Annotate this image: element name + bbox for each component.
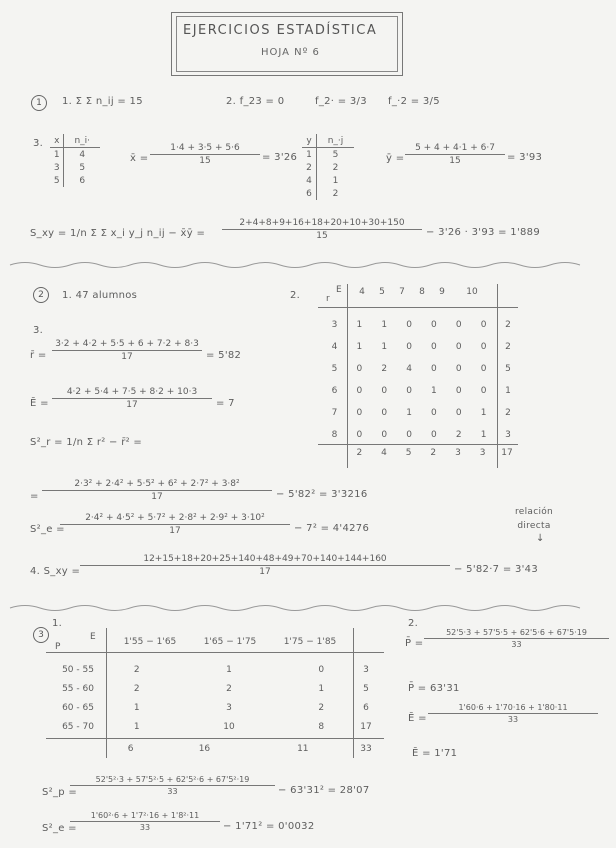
col-header: 4 xyxy=(359,287,365,297)
table-cell: 8 xyxy=(318,721,325,732)
sr2-denominator: 17 xyxy=(151,492,163,502)
n-value: 2 xyxy=(332,188,339,199)
table-cell: 0 xyxy=(356,386,363,396)
relation-note: relación directa xyxy=(514,507,554,531)
ex2-sxy-numerator: 12+15+18+20+25+140+48+49+70+140+144+160 xyxy=(143,554,387,564)
grand-total: 17 xyxy=(501,448,513,458)
ex1-x-table xyxy=(50,134,100,187)
row-total: 1 xyxy=(505,386,511,396)
n-header: n_i· xyxy=(64,134,100,148)
col-header: 8 xyxy=(419,287,425,297)
row-total: 2 xyxy=(505,320,511,330)
row-total: 5 xyxy=(363,683,369,694)
col-total: 3 xyxy=(479,448,486,458)
table-cell: 2 xyxy=(133,664,140,675)
col-total: 2 xyxy=(430,448,437,458)
col-header: 1'75 − 1'85 xyxy=(283,637,337,647)
table-cell: 1 xyxy=(356,342,363,352)
ex2-sxy-result: − 5'82·7 = 3'43 xyxy=(454,564,539,575)
ex1-part3-label: 3. xyxy=(33,138,44,149)
n-header: n_·j xyxy=(317,134,354,148)
table-cell: 1 xyxy=(133,702,140,713)
r-mean-denominator: 17 xyxy=(121,352,133,362)
page-subtitle: HOJA Nº 6 xyxy=(261,47,320,58)
sp2-numerator: 52'5²·3 + 57'5²·5 + 62'5²·6 + 67'5²·19 xyxy=(95,775,250,784)
n-value: 4 xyxy=(79,149,86,160)
ex1-part3: f_2· = 3/3 xyxy=(315,96,367,107)
table-cell: 0 xyxy=(431,430,437,440)
table-cell: 0 xyxy=(381,430,388,440)
table-cell: 1 xyxy=(133,721,140,732)
ex2-sxy-fraction xyxy=(80,554,450,577)
y-mean-numerator: 5 + 4 + 4·1 + 6·7 xyxy=(415,143,495,153)
table-cell: 0 xyxy=(431,364,437,374)
table-cell: 1 xyxy=(226,664,232,675)
table-cell: 0 xyxy=(356,364,363,374)
row-label: 5 xyxy=(331,364,338,374)
e3-mean-symbol: Ē = xyxy=(408,713,427,724)
se2-symbol: S²_e = xyxy=(30,524,65,535)
table-cell: 1 xyxy=(356,320,363,330)
se2-denominator: 17 xyxy=(169,526,181,536)
n-value: 2 xyxy=(332,162,339,173)
sr2-numerator: 2·3² + 2·4² + 5·5² + 6² + 2·7² + 3·8² xyxy=(74,479,240,489)
table-cell: 0 xyxy=(431,342,437,352)
section-divider xyxy=(0,260,616,270)
ex2-part3-label: 3. xyxy=(33,325,44,336)
ex3-part1-label: 1. xyxy=(52,618,63,629)
y-value: 6 xyxy=(302,187,317,200)
table-cell: 0 xyxy=(455,386,462,396)
e3-mean-denominator: 33 xyxy=(507,715,519,724)
col-total: 16 xyxy=(198,744,211,754)
table-cell: 2 xyxy=(226,683,232,694)
table-cell: 1 xyxy=(480,408,487,418)
ex2-corner-r: r xyxy=(326,294,331,304)
ex2-part2-label: 2. xyxy=(290,290,301,301)
table-cell: 0 xyxy=(381,408,388,418)
r-mean-result: = 5'82 xyxy=(206,350,242,361)
x-value: 5 xyxy=(50,174,64,187)
ex2-corner-e: E xyxy=(336,285,342,295)
y-value: 2 xyxy=(302,161,317,174)
se3-denominator: 33 xyxy=(139,823,151,832)
y-mean-result: = 3'93 xyxy=(507,152,543,163)
sp2-fraction xyxy=(70,775,275,796)
ex3-part2-label: 2. xyxy=(408,618,419,629)
x-mean-result: = 3'26 xyxy=(262,152,298,163)
e3-mean-fraction xyxy=(428,703,598,724)
sp2-symbol: S²_p = xyxy=(42,787,78,798)
ex2-part4-label: 4. S_xy = xyxy=(30,566,81,577)
sr2-definition: S²_r = 1/n Σ r² − r̄² = xyxy=(30,437,143,448)
e-mean-numerator: 4·2 + 5·4 + 7·5 + 8·2 + 10·3 xyxy=(66,387,198,397)
col-total: 4 xyxy=(381,448,387,458)
row-label: 65 - 70 xyxy=(62,721,94,732)
grand-total: 33 xyxy=(360,744,372,754)
col-header: 9 xyxy=(439,287,445,297)
col-header: 5 xyxy=(379,287,385,297)
table-cell: 2 xyxy=(455,430,462,440)
table-cell: 0 xyxy=(356,430,363,440)
sp2-denominator: 33 xyxy=(167,787,178,796)
table-cell: 1 xyxy=(381,320,388,330)
table-cell: 0 xyxy=(356,408,363,418)
e-mean-denominator: 17 xyxy=(126,400,138,410)
table-cell: 1 xyxy=(318,683,325,694)
x-mean-fraction xyxy=(150,143,260,166)
table-cell: 0 xyxy=(455,342,462,352)
se2-result: − 7² = 4'4276 xyxy=(294,523,370,534)
e3-mean-numerator: 1'60·6 + 1'70·16 + 1'80·11 xyxy=(458,703,568,712)
sxy-lhs: S_xy = 1/n Σ Σ x_i y_j n_ij − x̄ȳ = xyxy=(30,228,206,239)
y-mean-denominator: 15 xyxy=(449,156,461,166)
table-cell: 0 xyxy=(480,364,487,374)
row-total: 5 xyxy=(505,364,511,374)
x-header: x xyxy=(50,134,64,148)
table-cell: 0 xyxy=(431,320,437,330)
col-total: 3 xyxy=(455,448,461,458)
table-cell: 0 xyxy=(406,320,412,330)
p-mean-symbol: P̄ = xyxy=(405,638,424,649)
table-cell: 0 xyxy=(480,320,487,330)
col-total: 11 xyxy=(297,744,309,754)
n-value: 6 xyxy=(79,175,86,186)
x-value: 3 xyxy=(50,161,64,174)
table-cell: 1 xyxy=(480,430,487,440)
n-value: 1 xyxy=(332,175,339,186)
ex3-col-totals xyxy=(106,744,380,754)
se2-numerator: 2·4² + 4·5² + 5·7² + 2·8² + 2·9² + 3·10² xyxy=(85,513,265,523)
y-mean-fraction xyxy=(405,143,505,166)
table-cell: 0 xyxy=(381,386,388,396)
se3-numerator: 1'60²·6 + 1'7²·16 + 1'8²·11 xyxy=(90,811,200,820)
table-cell: 10 xyxy=(223,721,235,732)
row-label: 6 xyxy=(331,386,338,396)
ex2-col-totals xyxy=(347,448,519,458)
table-cell: 2 xyxy=(381,364,388,374)
ex3-corner-e: E xyxy=(90,632,96,642)
table-cell: 0 xyxy=(480,386,487,396)
x-mean-symbol: x̄ = xyxy=(130,153,149,164)
table-cell: 1 xyxy=(406,408,412,418)
p-mean-fraction xyxy=(424,628,609,649)
y-header: y xyxy=(302,134,317,148)
x-mean-denominator: 15 xyxy=(199,156,211,166)
row-total: 2 xyxy=(505,408,511,418)
section-divider xyxy=(0,603,616,613)
e-mean-fraction xyxy=(52,387,212,410)
row-label: 4 xyxy=(331,342,338,352)
note-arrow-icon: ↓ xyxy=(536,533,545,544)
table-cell: 0 xyxy=(406,342,412,352)
row-label: 50 - 55 xyxy=(62,664,94,675)
e-mean-symbol: Ē = xyxy=(30,398,49,409)
table-cell: 4 xyxy=(406,364,412,374)
table-cell: 0 xyxy=(406,430,412,440)
table-cell: 0 xyxy=(406,386,412,396)
n-value: 5 xyxy=(332,149,339,160)
p-mean-numerator: 52'5·3 + 57'5·5 + 62'5·6 + 67'5·19 xyxy=(446,628,587,637)
table-cell: 2 xyxy=(318,702,325,713)
ex1-part1: 1. Σ Σ n_ij = 15 xyxy=(62,96,143,107)
ex3-table-hline-bottom xyxy=(46,738,384,739)
table-cell: 2 xyxy=(133,683,140,694)
table-cell: 1 xyxy=(381,342,388,352)
page-title: EJERCICIOS ESTADÍSTICA xyxy=(183,23,378,38)
row-label: 8 xyxy=(331,430,338,440)
col-header: 1'55 − 1'65 xyxy=(123,637,177,647)
se2-fraction xyxy=(60,513,290,536)
ex2-sxy-denominator: 17 xyxy=(259,567,271,577)
se3-symbol: S²_e = xyxy=(42,823,77,834)
r-mean-fraction xyxy=(52,339,202,362)
row-total: 2 xyxy=(505,342,511,352)
ex1-part4: f_·2 = 3/5 xyxy=(388,96,440,107)
e-mean-result: = 7 xyxy=(216,398,235,409)
table-cell: 0 xyxy=(455,408,462,418)
row-label: 3 xyxy=(331,320,338,330)
row-total: 3 xyxy=(363,664,369,675)
sxy-numerator: 2+4+8+9+16+18+20+10+30+150 xyxy=(239,218,405,228)
table-cell: 0 xyxy=(455,364,462,374)
ex3-col-headers xyxy=(110,637,350,647)
y-mean-symbol: ȳ = xyxy=(386,153,405,164)
row-total: 17 xyxy=(360,721,372,732)
table-cell: 1 xyxy=(431,386,437,396)
se3-result: − 1'71² = 0'0032 xyxy=(223,821,315,832)
exercise-1-number: 1 xyxy=(31,95,47,111)
sr2-fraction xyxy=(42,479,272,502)
col-total: 2 xyxy=(356,448,363,458)
col-header: 10 xyxy=(466,287,478,297)
ex3-table-hline-top xyxy=(46,652,384,653)
r-mean-numerator: 3·2 + 4·2 + 5·5 + 6 + 7·2 + 8·3 xyxy=(55,339,199,349)
x-mean-numerator: 1·4 + 3·5 + 5·6 xyxy=(170,143,240,153)
p-mean-denominator: 33 xyxy=(511,640,522,649)
se3-fraction xyxy=(70,811,220,832)
row-label: 60 - 65 xyxy=(62,702,94,713)
row-total: 6 xyxy=(363,702,369,713)
table-cell: 0 xyxy=(318,664,325,675)
row-label: 7 xyxy=(331,408,338,418)
y-value: 4 xyxy=(302,174,317,187)
table-cell: 3 xyxy=(226,702,232,713)
ex3-corner-p: P xyxy=(55,642,61,652)
n-value: 5 xyxy=(79,162,86,173)
exercise-3-number: 3 xyxy=(33,627,49,643)
exercise-2-number: 2 xyxy=(33,287,49,303)
sp2-result: − 63'31² = 28'07 xyxy=(278,785,370,796)
p-mean-result: P̄ = 63'31 xyxy=(408,683,460,694)
ex3-contingency-table xyxy=(50,660,380,736)
sr2-equals: = xyxy=(30,491,39,502)
col-total: 6 xyxy=(127,744,134,754)
ex2-part1: 1. 47 alumnos xyxy=(62,290,138,301)
table-cell: 0 xyxy=(431,408,437,418)
ex1-y-table xyxy=(302,134,354,200)
sxy-fraction xyxy=(222,218,422,241)
e3-mean-result: Ē = 1'71 xyxy=(412,748,458,759)
x-value: 1 xyxy=(50,148,64,162)
row-label: 55 - 60 xyxy=(62,683,94,694)
ex2-col-headers xyxy=(352,287,492,297)
table-cell: 0 xyxy=(480,342,487,352)
r-mean-symbol: r̄ = xyxy=(30,350,47,361)
ex1-part2: 2. f_23 = 0 xyxy=(226,96,285,107)
col-header: 1'65 − 1'75 xyxy=(203,637,257,647)
col-header: 7 xyxy=(399,287,405,297)
sxy-result: − 3'26 · 3'93 = 1'889 xyxy=(426,227,540,238)
ex2-table-hline-top xyxy=(318,307,518,308)
col-total: 5 xyxy=(405,448,412,458)
ex2-contingency-table xyxy=(322,314,520,446)
row-total: 3 xyxy=(505,430,511,440)
y-value: 1 xyxy=(302,148,317,162)
sxy-denominator: 15 xyxy=(316,231,328,241)
table-cell: 0 xyxy=(455,320,462,330)
sr2-result: − 5'82² = 3'3216 xyxy=(276,489,368,500)
